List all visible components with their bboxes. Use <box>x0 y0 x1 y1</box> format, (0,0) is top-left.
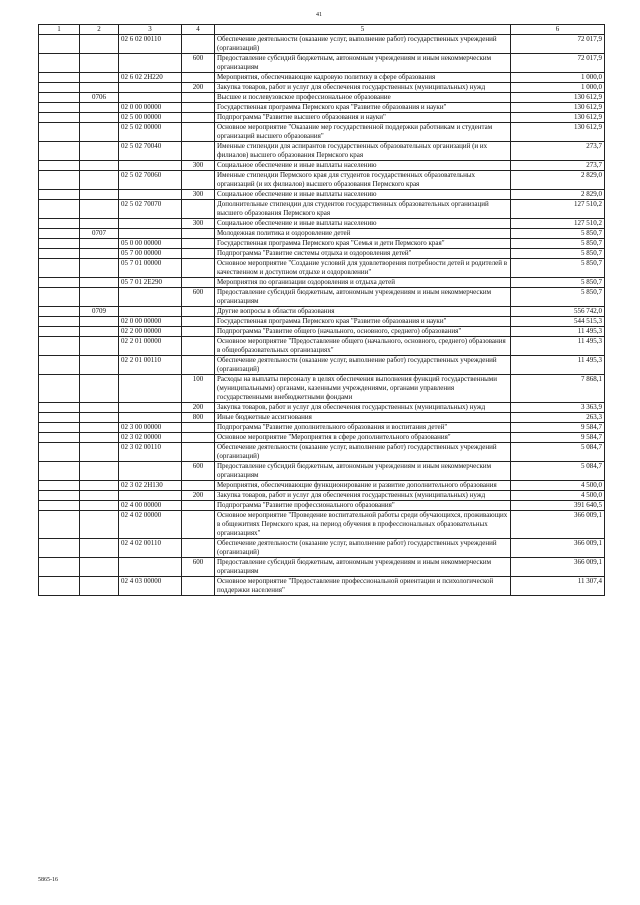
amount-cell: 391 640,5 <box>511 501 605 511</box>
section-cell <box>39 123 80 142</box>
table-row <box>39 413 605 423</box>
section-cell <box>39 278 80 288</box>
table-row <box>39 239 605 249</box>
section-cell <box>39 443 80 462</box>
table-row <box>39 123 605 142</box>
table-row <box>39 481 605 491</box>
amount-cell: 9 584,7 <box>511 433 605 443</box>
subsection-cell <box>80 539 119 558</box>
section-cell <box>39 375 80 403</box>
expense-type-cell: 200 <box>182 403 215 413</box>
subsection-cell: 0709 <box>80 307 119 317</box>
expense-type-cell: 600 <box>182 288 215 307</box>
expense-type-cell: 200 <box>182 83 215 93</box>
subsection-cell <box>80 219 119 229</box>
section-cell <box>39 462 80 481</box>
target-article-cell: 02 5 00 00000 <box>119 113 182 123</box>
section-cell <box>39 83 80 93</box>
description-cell: Государственная программа Пермского края "Развитие образования и науки" <box>215 317 511 327</box>
section-cell <box>39 413 80 423</box>
expense-type-cell: 800 <box>182 413 215 423</box>
table-row <box>39 375 605 403</box>
description-cell: Предоставление субсидий бюджетным, автономным учреждениям и иным некоммерческим организациям <box>215 462 511 481</box>
amount-cell: 130 612,9 <box>511 93 605 103</box>
expense-type-cell <box>182 443 215 462</box>
description-cell: Обеспечение деятельности (оказание услуг, выполнение работ) государственных учреждений (организаций) <box>215 539 511 558</box>
section-cell <box>39 171 80 190</box>
header-cell: 6 <box>511 25 605 35</box>
description-cell: Предоставление субсидий бюджетным, автономным учреждениям и иным некоммерческим организациям <box>215 54 511 73</box>
target-article-cell <box>119 558 182 577</box>
expense-type-cell: 300 <box>182 190 215 200</box>
subsection-cell <box>80 403 119 413</box>
subsection-cell <box>80 54 119 73</box>
expense-type-cell <box>182 73 215 83</box>
amount-cell: 366 009,1 <box>511 558 605 577</box>
subsection-cell: 0707 <box>80 229 119 239</box>
expense-type-cell <box>182 259 215 278</box>
subsection-cell <box>80 491 119 501</box>
subsection-cell <box>80 327 119 337</box>
table-row <box>39 288 605 307</box>
description-cell: Закупка товаров, работ и услуг для обеспечения государственных (муниципальных) нужд <box>215 403 511 413</box>
target-article-cell: 02 0 00 00000 <box>119 317 182 327</box>
section-cell <box>39 403 80 413</box>
table-row <box>39 161 605 171</box>
table-row <box>39 171 605 190</box>
amount-cell: 366 009,1 <box>511 539 605 558</box>
header-cell: 3 <box>119 25 182 35</box>
expense-type-cell <box>182 171 215 190</box>
target-article-cell <box>119 375 182 403</box>
table-row <box>39 337 605 356</box>
expense-type-cell <box>182 278 215 288</box>
table-row <box>39 190 605 200</box>
table-row <box>39 327 605 337</box>
description-cell: Социальное обеспечение и иные выплаты населению <box>215 219 511 229</box>
description-cell: Подпрограмма "Развитие системы отдыха и оздоровления детей" <box>215 249 511 259</box>
description-cell: Именные стипендии Пермского края для студентов государственных образовательных организаций (и их филиалов) высшего образования Пермского края <box>215 171 511 190</box>
section-cell <box>39 317 80 327</box>
description-cell: Мероприятия, обеспечивающие кадровую политику в сфере образования <box>215 73 511 83</box>
target-article-cell <box>119 229 182 239</box>
description-cell: Основное мероприятие "Мероприятия в сфере дополнительного образования" <box>215 433 511 443</box>
header-cell: 2 <box>80 25 119 35</box>
subsection-cell <box>80 239 119 249</box>
amount-cell: 5 850,7 <box>511 278 605 288</box>
description-cell: Закупка товаров, работ и услуг для обеспечения государственных (муниципальных) нужд <box>215 83 511 93</box>
amount-cell: 4 500,0 <box>511 481 605 491</box>
section-cell <box>39 54 80 73</box>
target-article-cell <box>119 403 182 413</box>
amount-cell: 5 850,7 <box>511 239 605 249</box>
section-cell <box>39 558 80 577</box>
expense-type-cell: 300 <box>182 219 215 229</box>
subsection-cell <box>80 501 119 511</box>
subsection-cell <box>80 443 119 462</box>
expense-type-cell <box>182 539 215 558</box>
target-article-cell: 02 5 02 70040 <box>119 142 182 161</box>
section-cell <box>39 239 80 249</box>
description-cell: Закупка товаров, работ и услуг для обеспечения государственных (муниципальных) нужд <box>215 491 511 501</box>
table-row <box>39 103 605 113</box>
description-cell: Дополнительные стипендии для студентов государственных образовательных организаций высшего образования Пермского края <box>215 200 511 219</box>
description-cell: Мероприятия, обеспечивающие функционирование и развитие дополнительного образования <box>215 481 511 491</box>
amount-cell: 9 584,7 <box>511 423 605 433</box>
subsection-cell <box>80 73 119 83</box>
section-cell <box>39 142 80 161</box>
target-article-cell: 05 7 01 00000 <box>119 259 182 278</box>
subsection-cell <box>80 278 119 288</box>
table-row <box>39 307 605 317</box>
section-cell <box>39 481 80 491</box>
subsection-cell <box>80 413 119 423</box>
expense-type-cell <box>182 239 215 249</box>
subsection-cell <box>80 142 119 161</box>
table-row <box>39 511 605 539</box>
section-cell <box>39 511 80 539</box>
header-cell: 1 <box>39 25 80 35</box>
subsection-cell <box>80 511 119 539</box>
description-cell: Государственная программа Пермского края "Развитие образования и науки" <box>215 103 511 113</box>
expense-type-cell <box>182 307 215 317</box>
subsection-cell <box>80 35 119 54</box>
section-cell <box>39 93 80 103</box>
description-cell: Предоставление субсидий бюджетным, автономным учреждениям и иным некоммерческим организациям <box>215 288 511 307</box>
expense-type-cell <box>182 577 215 596</box>
section-cell <box>39 307 80 317</box>
description-cell: Предоставление субсидий бюджетным, автономным учреждениям и иным некоммерческим организациям <box>215 558 511 577</box>
amount-cell: 11 495,3 <box>511 337 605 356</box>
subsection-cell <box>80 337 119 356</box>
section-cell <box>39 35 80 54</box>
target-article-cell: 02 2 01 00110 <box>119 356 182 375</box>
section-cell <box>39 113 80 123</box>
page-number: 41 <box>316 12 322 18</box>
description-cell: Государственная программа Пермского края "Семья и дети Пермского края" <box>215 239 511 249</box>
table-row <box>39 113 605 123</box>
expense-type-cell <box>182 337 215 356</box>
amount-cell: 556 742,0 <box>511 307 605 317</box>
table-row <box>39 249 605 259</box>
subsection-cell <box>80 171 119 190</box>
target-article-cell <box>119 54 182 73</box>
description-cell: Другие вопросы в области образования <box>215 307 511 317</box>
section-cell <box>39 356 80 375</box>
amount-cell: 127 510,2 <box>511 200 605 219</box>
target-article-cell: 02 6 02 00110 <box>119 35 182 54</box>
amount-cell: 544 515,3 <box>511 317 605 327</box>
target-article-cell: 02 5 02 70060 <box>119 171 182 190</box>
amount-cell: 4 500,0 <box>511 491 605 501</box>
table-row <box>39 83 605 93</box>
expense-type-cell <box>182 93 215 103</box>
expense-type-cell <box>182 113 215 123</box>
amount-cell: 263,3 <box>511 413 605 423</box>
target-article-cell <box>119 491 182 501</box>
amount-cell: 5 850,7 <box>511 249 605 259</box>
subsection-cell <box>80 190 119 200</box>
table-row <box>39 259 605 278</box>
expense-type-cell <box>182 142 215 161</box>
amount-cell: 5 084,7 <box>511 462 605 481</box>
subsection-cell <box>80 161 119 171</box>
table-row <box>39 423 605 433</box>
expense-type-cell: 600 <box>182 558 215 577</box>
amount-cell: 5 850,7 <box>511 288 605 307</box>
amount-cell: 72 017,9 <box>511 54 605 73</box>
target-article-cell: 02 6 02 2Н220 <box>119 73 182 83</box>
target-article-cell <box>119 462 182 481</box>
table-row <box>39 317 605 327</box>
expense-type-cell <box>182 433 215 443</box>
target-article-cell <box>119 190 182 200</box>
section-cell <box>39 577 80 596</box>
amount-cell: 11 307,4 <box>511 577 605 596</box>
amount-cell: 3 363,9 <box>511 403 605 413</box>
description-cell: Именные стипендии для аспирантов государственных образовательных организаций (и их филиалов) высшего образования Пермского края <box>215 142 511 161</box>
description-cell: Социальное обеспечение и иные выплаты населению <box>215 161 511 171</box>
amount-cell: 273,7 <box>511 142 605 161</box>
description-cell: Иные бюджетные ассигнования <box>215 413 511 423</box>
target-article-cell: 05 7 00 00000 <box>119 249 182 259</box>
table-header-row <box>39 25 605 35</box>
amount-cell: 1 000,0 <box>511 73 605 83</box>
table-row <box>39 229 605 239</box>
amount-cell: 130 612,9 <box>511 103 605 113</box>
target-article-cell <box>119 288 182 307</box>
expense-type-cell <box>182 103 215 113</box>
amount-cell: 7 868,1 <box>511 375 605 403</box>
table-row <box>39 501 605 511</box>
table-row <box>39 278 605 288</box>
section-cell <box>39 103 80 113</box>
section-cell <box>39 259 80 278</box>
subsection-cell: 0706 <box>80 93 119 103</box>
amount-cell: 366 009,1 <box>511 511 605 539</box>
description-cell: Молодежная политика и оздоровление детей <box>215 229 511 239</box>
description-cell: Социальное обеспечение и иные выплаты населению <box>215 190 511 200</box>
subsection-cell <box>80 259 119 278</box>
description-cell: Подпрограмма "Развитие профессионального образования" <box>215 501 511 511</box>
amount-cell: 72 017,9 <box>511 35 605 54</box>
target-article-cell: 02 0 00 00000 <box>119 103 182 113</box>
subsection-cell <box>80 317 119 327</box>
section-cell <box>39 539 80 558</box>
header-cell: 5 <box>215 25 511 35</box>
section-cell <box>39 219 80 229</box>
expense-type-cell <box>182 501 215 511</box>
amount-cell: 130 612,9 <box>511 123 605 142</box>
target-article-cell: 02 4 03 00000 <box>119 577 182 596</box>
description-cell: Мероприятия по организации оздоровления и отдыха детей <box>215 278 511 288</box>
subsection-cell <box>80 433 119 443</box>
amount-cell: 11 495,3 <box>511 327 605 337</box>
table-row <box>39 93 605 103</box>
table-row <box>39 403 605 413</box>
subsection-cell <box>80 288 119 307</box>
section-cell <box>39 501 80 511</box>
target-article-cell: 05 0 00 00000 <box>119 239 182 249</box>
table-row <box>39 54 605 73</box>
amount-cell: 5 850,7 <box>511 259 605 278</box>
subsection-cell <box>80 249 119 259</box>
subsection-cell <box>80 375 119 403</box>
section-cell <box>39 249 80 259</box>
section-cell <box>39 327 80 337</box>
section-cell <box>39 337 80 356</box>
expense-type-cell <box>182 317 215 327</box>
table-row <box>39 558 605 577</box>
table-row <box>39 356 605 375</box>
section-cell <box>39 229 80 239</box>
expense-type-cell <box>182 249 215 259</box>
description-cell: Подпрограмма "Развитие общего (начального, основного, среднего) образования" <box>215 327 511 337</box>
subsection-cell <box>80 83 119 93</box>
subsection-cell <box>80 356 119 375</box>
description-cell: Основное мероприятие "Оказание мер государственной поддержки работникам и студентам организаций высшего образования" <box>215 123 511 142</box>
description-cell: Основное мероприятие "Предоставление профессиональной ориентации и психологической поддержки населения" <box>215 577 511 596</box>
table-row <box>39 142 605 161</box>
target-article-cell: 02 5 02 00000 <box>119 123 182 142</box>
description-cell: Обеспечение деятельности (оказание услуг, выполнение работ) государственных учреждений (организаций) <box>215 356 511 375</box>
target-article-cell <box>119 307 182 317</box>
section-cell <box>39 161 80 171</box>
table-row <box>39 443 605 462</box>
amount-cell: 2 829,0 <box>511 190 605 200</box>
subsection-cell <box>80 423 119 433</box>
expense-type-cell: 100 <box>182 375 215 403</box>
target-article-cell: 02 2 01 00000 <box>119 337 182 356</box>
expense-type-cell <box>182 356 215 375</box>
section-cell <box>39 423 80 433</box>
amount-cell: 5 084,7 <box>511 443 605 462</box>
amount-cell: 11 495,3 <box>511 356 605 375</box>
description-cell: Высшее и послевузовское профессиональное образование <box>215 93 511 103</box>
table-row <box>39 433 605 443</box>
section-cell <box>39 491 80 501</box>
description-cell: Обеспечение деятельности (оказание услуг, выполнение работ) государственных учреждений (организаций) <box>215 35 511 54</box>
expense-type-cell: 600 <box>182 54 215 73</box>
table-row <box>39 200 605 219</box>
target-article-cell: 02 3 02 2Н130 <box>119 481 182 491</box>
expense-type-cell: 200 <box>182 491 215 501</box>
subsection-cell <box>80 103 119 113</box>
header-cell: 4 <box>182 25 215 35</box>
amount-cell: 127 510,2 <box>511 219 605 229</box>
section-cell <box>39 433 80 443</box>
expense-type-cell <box>182 423 215 433</box>
table-row <box>39 462 605 481</box>
expense-type-cell: 600 <box>182 462 215 481</box>
section-cell <box>39 288 80 307</box>
target-article-cell: 05 7 01 2Е290 <box>119 278 182 288</box>
subsection-cell <box>80 481 119 491</box>
description-cell: Основное мероприятие "Предоставление общего (начального, основного, среднего) образования в общеобразовательных организациях" <box>215 337 511 356</box>
target-article-cell <box>119 219 182 229</box>
amount-cell: 273,7 <box>511 161 605 171</box>
table-row <box>39 539 605 558</box>
target-article-cell: 02 4 02 00110 <box>119 539 182 558</box>
target-article-cell <box>119 83 182 93</box>
section-cell <box>39 190 80 200</box>
description-cell: Обеспечение деятельности (оказание услуг, выполнение работ) государственных учреждений (организаций) <box>215 443 511 462</box>
amount-cell: 130 612,9 <box>511 113 605 123</box>
expense-type-cell <box>182 511 215 539</box>
subsection-cell <box>80 558 119 577</box>
expense-type-cell <box>182 35 215 54</box>
amount-cell: 5 850,7 <box>511 229 605 239</box>
target-article-cell: 02 4 00 00000 <box>119 501 182 511</box>
target-article-cell <box>119 93 182 103</box>
expense-type-cell <box>182 229 215 239</box>
footer-code: 5865-16 <box>38 877 58 883</box>
section-cell <box>39 200 80 219</box>
table-row <box>39 577 605 596</box>
target-article-cell: 02 3 02 00000 <box>119 433 182 443</box>
description-cell: Основное мероприятие "Создание условий для удовлетворения потребности детей и родителей в качественном и доступном отдыхе и оздоровлении" <box>215 259 511 278</box>
expense-type-cell <box>182 123 215 142</box>
description-cell: Расходы на выплаты персоналу в целях обеспечения выполнения функций государственными (муниципальными) органами, казенными учреждениями, органами управления государственными внебюджетными фондами <box>215 375 511 403</box>
subsection-cell <box>80 123 119 142</box>
subsection-cell <box>80 462 119 481</box>
section-cell <box>39 73 80 83</box>
table-row <box>39 73 605 83</box>
target-article-cell: 02 5 02 70070 <box>119 200 182 219</box>
table-row <box>39 219 605 229</box>
table-row <box>39 35 605 54</box>
description-cell: Подпрограмма "Развитие высшего образования и науки" <box>215 113 511 123</box>
target-article-cell: 02 4 02 00000 <box>119 511 182 539</box>
expense-type-cell <box>182 200 215 219</box>
target-article-cell <box>119 413 182 423</box>
description-cell: Основное мероприятие "Проведение воспитательной работы среди обучающихся, проживающих в общежитиях Пермского края, на период обучения в профессиональных образовательных организациях" <box>215 511 511 539</box>
target-article-cell: 02 2 00 00000 <box>119 327 182 337</box>
expense-type-cell <box>182 327 215 337</box>
subsection-cell <box>80 200 119 219</box>
budget-table <box>38 24 605 596</box>
amount-cell: 1 000,0 <box>511 83 605 93</box>
table-row <box>39 491 605 501</box>
description-cell: Подпрограмма "Развитие дополнительного образования и воспитания детей" <box>215 423 511 433</box>
amount-cell: 2 829,0 <box>511 171 605 190</box>
target-article-cell <box>119 161 182 171</box>
target-article-cell: 02 3 00 00000 <box>119 423 182 433</box>
expense-type-cell <box>182 481 215 491</box>
subsection-cell <box>80 577 119 596</box>
target-article-cell: 02 3 02 00110 <box>119 443 182 462</box>
subsection-cell <box>80 113 119 123</box>
expense-type-cell: 300 <box>182 161 215 171</box>
